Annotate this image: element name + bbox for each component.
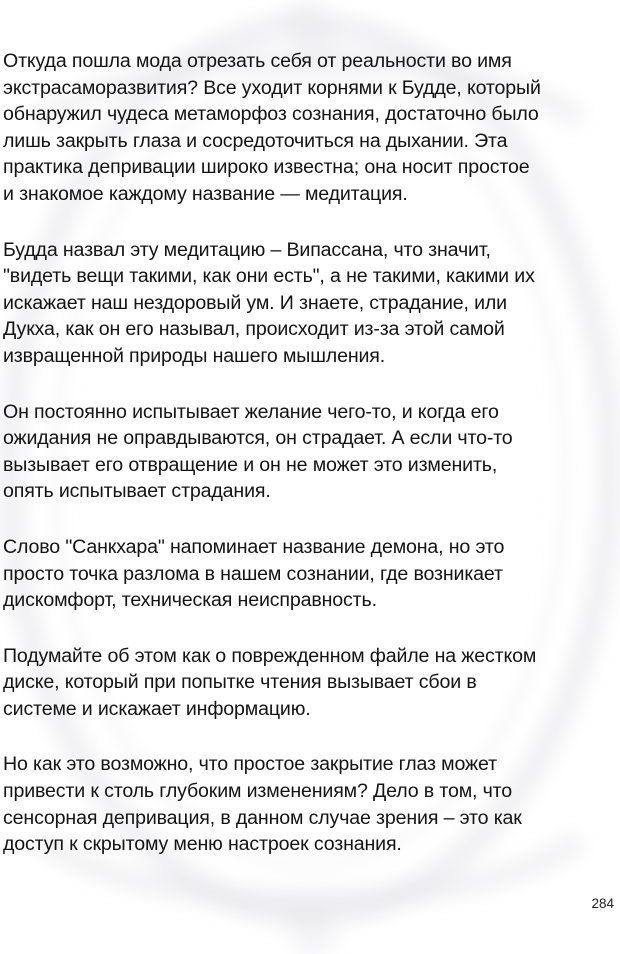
text-line: диске, который при попытке чтения вызывает сбои в — [3, 671, 477, 694]
text-line: Дукха, как он его называл, происходит из-за этой самой — [3, 318, 505, 341]
paragraph — [3, 643, 615, 723]
text-line: вызывает его отвращение и он не может это изменить, — [3, 453, 498, 476]
text-line: Слово "Санкхара" напоминает название демона, но это — [3, 535, 505, 558]
paragraph — [3, 237, 615, 370]
paragraph — [3, 48, 615, 208]
text-line: Подумайте об этом как о поврежденном файле на жестком — [3, 644, 537, 667]
text-line: опять испытывает страдания. — [3, 480, 271, 503]
text-line: Будда назвал эту медитацию – Випассана, что значит, — [3, 238, 491, 261]
paragraph — [3, 751, 615, 857]
text-line: системе и искажает информацию. — [3, 697, 311, 720]
text-line: обнаружил чудеса метаморфоз сознания, достаточно было — [3, 103, 539, 126]
text-line: дискомфорт, техническая неисправность. — [3, 589, 377, 612]
paragraph — [3, 534, 615, 614]
page-number: 284 — [591, 896, 614, 911]
paragraph — [3, 399, 615, 505]
text-line: просто точка разлома в нашем сознании, где возникает — [3, 562, 503, 585]
text-line: "видеть вещи такими, как они есть", а не такими, какими их — [3, 265, 535, 288]
text-line: доступ к скрытому меню настроек сознания. — [3, 833, 402, 856]
text-line: практика депривации широко известна; она носит простое — [3, 156, 530, 179]
text-line: Но как это возможно, что простое закрытие глаз может — [3, 753, 497, 776]
text-line: привести к столь глубоким изменениям? Дело в том, что — [3, 780, 513, 803]
text-line: лишь закрыть глаза и сосредоточиться на дыхании. Эта — [3, 129, 508, 152]
text-line: ожидания не оправдываются, он страдает. А если что-то — [3, 427, 513, 450]
text-line: Он постоянно испытывает желание чего-то, и когда его — [3, 400, 499, 423]
text-line: и знакомое каждому название — медитация. — [3, 182, 408, 205]
text-line: Откуда пошла мода отрезать себя от реальности во имя — [3, 50, 512, 72]
body-text — [3, 48, 615, 887]
text-line: сенсорная депривация, в данном случае зрения – это как — [3, 806, 522, 829]
text-line: искажает наш нездоровый ум. И знаете, страдание, или — [3, 291, 507, 314]
text-line: извращенной природы нашего мышления. — [3, 344, 386, 367]
text-line: экстрасаморазвития? Все уходит корнями к Будде, который — [3, 76, 541, 99]
